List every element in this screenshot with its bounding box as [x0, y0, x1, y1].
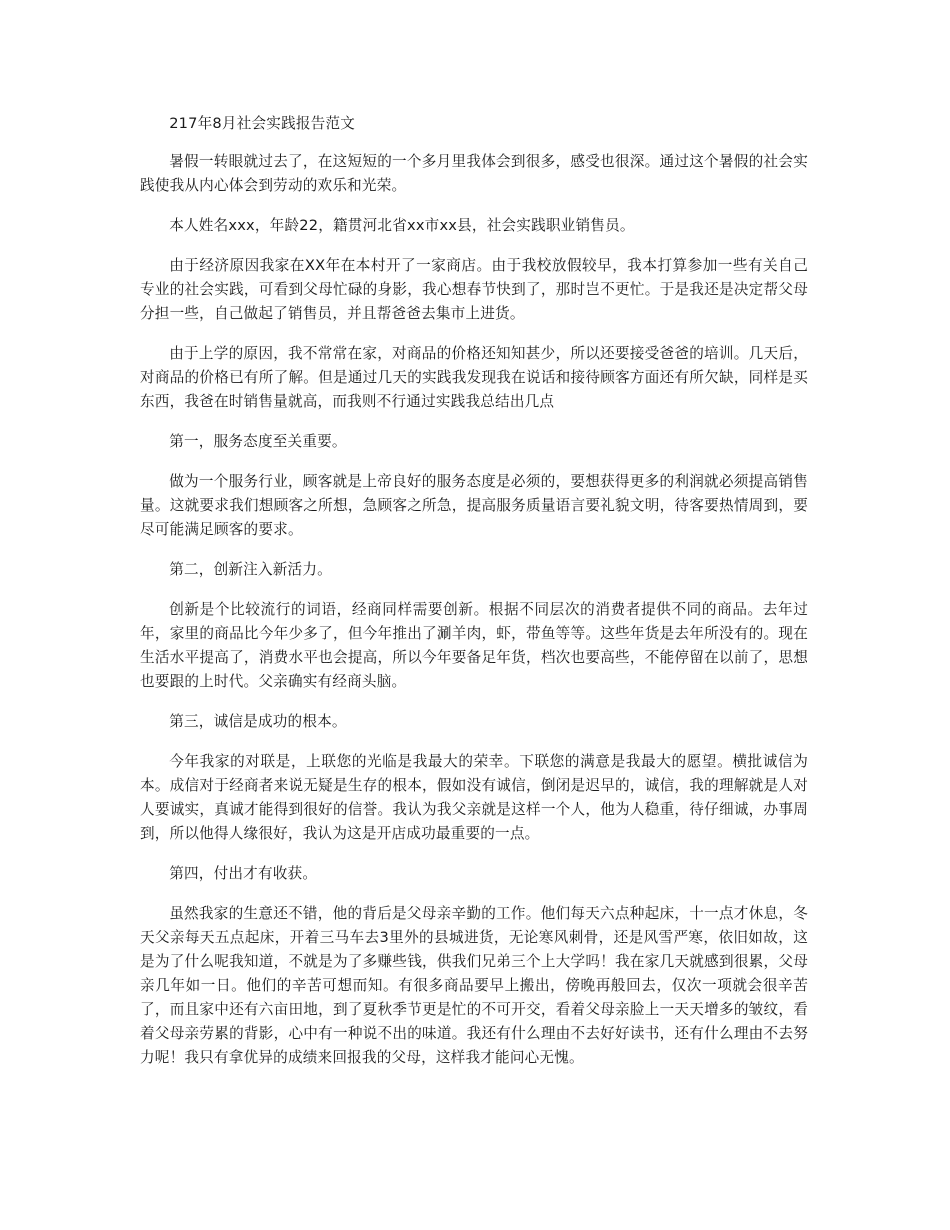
heading-point-1: 第一，服务态度至关重要。: [169, 433, 347, 450]
paragraph-point-2: 创新是个比较流行的词语，经商同样需要创新。根据不同层次的消费者提供不同的商品。去年过年，家里的商品比今年少多了，但今年推出了涮羊肉，虾，带鱼等等。这些年货是去年所没有的。现在生活水平提高了，消费水平也会提高，所以今年要备足年货，档次也要高些，不能停留在以前了，思想也要跟的上时代。父亲确实有经商头脑。: [140, 601, 808, 690]
paragraph-intro: 暑假一转眼就过去了，在这短短的一个多月里我体会到很多，感受也很深。通过这个暑假的社会实践使我从内心体会到劳动的欢乐和光荣。: [140, 153, 808, 194]
paragraph-background: 由于经济原因我家在XX年在本村开了一家商店。由于我校放假较早，我本打算参加一些有关自己专业的社会实践，可看到父母忙碌的身影，我心想春节快到了，那时岂不更忙。于是我还是决定帮父母分担一些，自己做起了销售员，并且帮爸爸去集市上进货。: [140, 257, 808, 322]
paragraph-point-3: 今年我家的对联是，上联您的光临是我最大的荣幸。下联您的满意是我最大的愿望。横批诚信为本。成信对于经商者来说无疑是生存的根本，假如没有诚信，倒闭是迟早的，诚信，我的理解就是人对人要诚实，真诚才能得到很好的信誉。我认为我父亲就是这样一个人，他为人稳重，待仔细诚，办事周到，所以他得人缘很好，我认为这是开店成功最重要的一点。: [140, 753, 808, 842]
document-title: 217年8月社会实践报告范文: [169, 115, 356, 132]
heading-point-3: 第三，诚信是成功的根本。: [169, 713, 347, 730]
document-page: [140, 112, 808, 1086]
paragraph-personal-info: 本人姓名xxx，年龄22，籍贯河北省xx市xx县，社会实践职业销售员。: [169, 217, 635, 234]
paragraph-training: 由于上学的原因，我不常常在家，对商品的价格还知知甚少，所以还要接受爸爸的培训。几天后，对商品的价格已有所了解。但是通过几天的实践我发现我在说话和接待顾客方面还有所欠缺，同样是买东西，我爸在时销售量就高，而我则不行通过实践我总结出几点: [140, 345, 808, 410]
paragraph-point-1: 做为一个服务行业，顾客就是上帝良好的服务态度是必须的，要想获得更多的利润就必须提高销售量。这就要求我们想顾客之所想，急顾客之所急，提高服务质量语言要礼貌文明，待客要热情周到，要尽可能满足顾客的要求。: [140, 473, 808, 538]
heading-point-2: 第二，创新注入新活力。: [169, 561, 332, 578]
paragraph-point-4: 虽然我家的生意还不错，他的背后是父母亲辛勤的工作。他们每天六点种起床，十一点才休息，冬天父亲每天五点起床，开着三马车去3里外的县城进货，无论寒风刺骨，还是风雪严寒，依旧如故，这是为了什么呢我知道，不就是为了多赚些钱，供我们兄弟三个上大学吗！我在家几天就感到很累，父母亲几年如一日。他们的辛苦可想而知。有很多商品要早上搬出，傍晚再般回去，仅次一项就会很辛苦了，而且家中还有六亩田地，到了夏秋季节更是忙的不可开交，看着父母亲脸上一天天增多的皱纹，看着父母亲劳累的背影，心中有一种说不出的味道。我还有什么理由不去好好读书，还有什么理由不去努力呢！我只有拿优异的成绩来回报我的父母，这样我才能问心无愧。: [140, 905, 808, 1066]
heading-point-4: 第四，付出才有收获。: [169, 865, 318, 882]
